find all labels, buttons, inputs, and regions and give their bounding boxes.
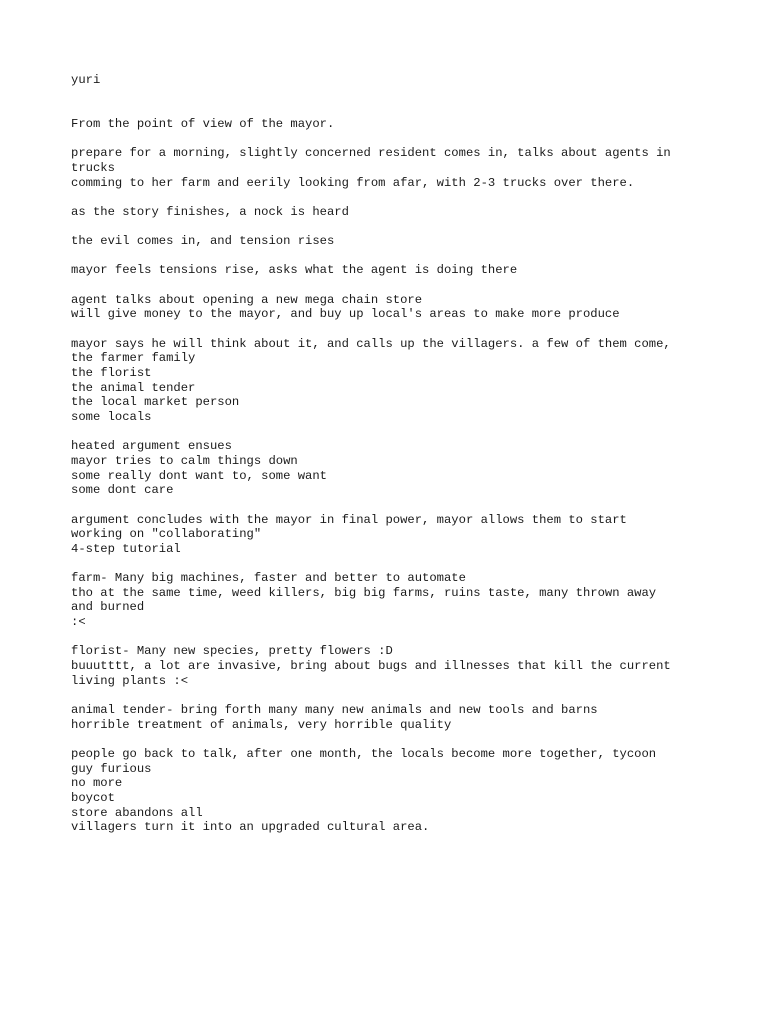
text-line: horrible treatment of animals, very horrible quality xyxy=(71,717,452,732)
text-line: argument concludes with the mayor in final power, mayor allows them to start xyxy=(71,512,627,527)
text-line: some dont care xyxy=(71,483,174,498)
paragraph xyxy=(71,337,711,425)
paragraph xyxy=(71,439,711,498)
text-line: trucks xyxy=(71,160,115,175)
text-line: villagers turn it into an upgraded cultural area. xyxy=(71,820,430,835)
text-line: mayor says he will think about it, and calls up the villagers. a few of them come, xyxy=(71,336,671,351)
text-line: as the story finishes, a nock is heard xyxy=(71,204,349,219)
text-line: florist- Many new species, pretty flowers :D xyxy=(71,644,393,659)
text-line: some really dont want to, some want xyxy=(71,468,327,483)
text-line: comming to her farm and eerily looking from afar, with 2-3 trucks over there. xyxy=(71,175,635,190)
text-line: people go back to talk, after one month, the locals become more together, tycoon xyxy=(71,746,657,761)
text-line: and burned xyxy=(71,600,145,615)
text-line: animal tender- bring forth many many new animals and new tools and barns xyxy=(71,703,598,718)
text-line: store abandons all xyxy=(71,805,203,820)
paragraph xyxy=(71,205,711,220)
text-line: some locals xyxy=(71,409,152,424)
text-line: agent talks about opening a new mega chain store xyxy=(71,292,423,307)
paragraph xyxy=(71,644,711,688)
paragraph xyxy=(71,263,711,278)
paragraph xyxy=(71,571,711,630)
text-line: no more xyxy=(71,776,123,791)
text-line: :< xyxy=(71,615,86,630)
text-line: mayor tries to calm things down xyxy=(71,453,298,468)
document-body xyxy=(71,117,711,835)
document-page xyxy=(71,73,711,850)
text-line: prepare for a morning, slightly concerned resident comes in, talks about agents in xyxy=(71,146,671,161)
paragraph xyxy=(71,747,711,835)
paragraph xyxy=(71,293,711,322)
text-line: the animal tender xyxy=(71,380,196,395)
text-line: tho at the same time, weed killers, big big farms, ruins taste, many thrown away xyxy=(71,585,657,600)
text-line: the farmer family xyxy=(71,351,196,366)
paragraph xyxy=(71,513,711,557)
paragraph xyxy=(71,703,711,732)
text-line: living plants :< xyxy=(71,673,189,688)
text-line: From the point of view of the mayor. xyxy=(71,116,335,131)
text-line: will give money to the mayor, and buy up local's areas to make more produce xyxy=(71,307,620,322)
text-line: farm- Many big machines, faster and better to automate xyxy=(71,571,466,586)
text-line: working on "collaborating" xyxy=(71,527,262,542)
text-line: the evil comes in, and tension rises xyxy=(71,234,335,249)
text-line: heated argument ensues xyxy=(71,439,232,454)
text-line: buuutttt, a lot are invasive, bring about bugs and illnesses that kill the current xyxy=(71,659,671,674)
paragraph xyxy=(71,234,711,249)
text-line: guy furious xyxy=(71,761,152,776)
paragraph xyxy=(71,117,711,132)
text-line: the local market person xyxy=(71,395,240,410)
paragraph xyxy=(71,146,711,190)
text-line: the florist xyxy=(71,366,152,381)
document-title: yuri xyxy=(71,73,101,87)
text-line: boycot xyxy=(71,790,115,805)
text-line: 4-step tutorial xyxy=(71,541,181,556)
text-line: mayor feels tensions rise, asks what the agent is doing there xyxy=(71,263,518,278)
